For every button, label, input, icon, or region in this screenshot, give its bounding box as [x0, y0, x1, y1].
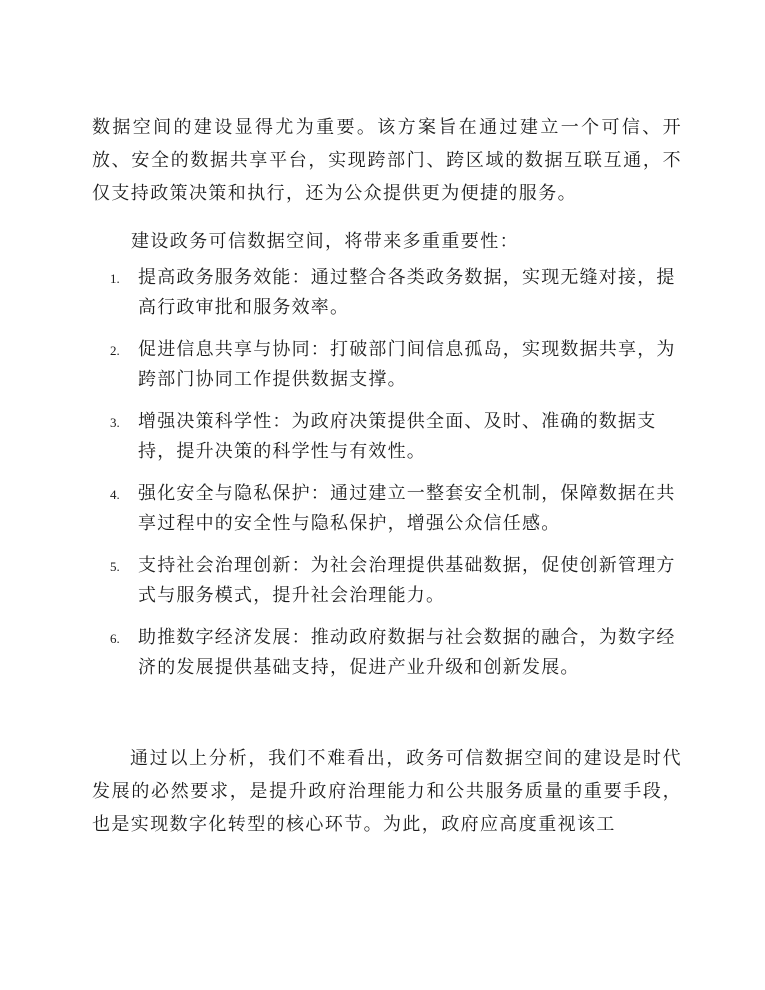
list-item-number: 3. [110, 415, 120, 430]
list-item-number: 2. [110, 343, 120, 358]
list-item-text: 促进信息共享与协同：打破部门间信息孤岛，实现数据共享，为跨部门协同工作提供数据支撑。 [138, 339, 676, 390]
paragraph-conclusion: 通过以上分析，我们不难看出，政务可信数据空间的建设是时代发展的必然要求，是提升政府治理能力和公共服务质量的重要手段，也是实现数字化转型的核心环节。为此，政府应高度重视该工 [92, 748, 682, 835]
list-item [92, 479, 682, 539]
list-item-text: 提高政务服务效能：通过整合各类政务数据，实现无缝对接，提高行政审批和服务效率。 [138, 267, 676, 318]
list-item [92, 407, 682, 467]
list-item-text: 助推数字经济发展：推动政府数据与社会数据的融合，为数字经济的发展提供基础支持，促进产业升级和创新发展。 [138, 627, 676, 678]
list-item [92, 335, 682, 395]
list-item-number: 6. [110, 631, 120, 646]
importance-list [92, 263, 682, 695]
list-item-number: 5. [110, 559, 120, 574]
list-item [92, 263, 682, 323]
paragraph-intro: 建设政务可信数据空间，将带来多重重要性： [131, 231, 519, 252]
list-item-text: 增强决策科学性：为政府决策提供全面、及时、准确的数据支持，提升决策的科学性与有效性。 [138, 411, 657, 462]
list-item [92, 551, 682, 611]
list-item [92, 623, 682, 683]
list-item-number: 4. [110, 487, 120, 502]
paragraph-opening: 数据空间的建设显得尤为重要。该方案旨在通过建立一个可信、开放、安全的数据共享平台，实现跨部门、跨区域的数据互联互通，不仅支持政策决策和执行，还为公众提供更为便捷的服务。 [92, 117, 682, 204]
list-item-text: 强化安全与隐私保护：通过建立一整套安全机制，保障数据在共享过程中的安全性与隐私保护，增强公众信任感。 [138, 483, 676, 534]
list-item-text: 支持社会治理创新：为社会治理提供基础数据，促使创新管理方式与服务模式，提升社会治理能力。 [138, 555, 676, 606]
list-item-number: 1. [110, 271, 120, 286]
